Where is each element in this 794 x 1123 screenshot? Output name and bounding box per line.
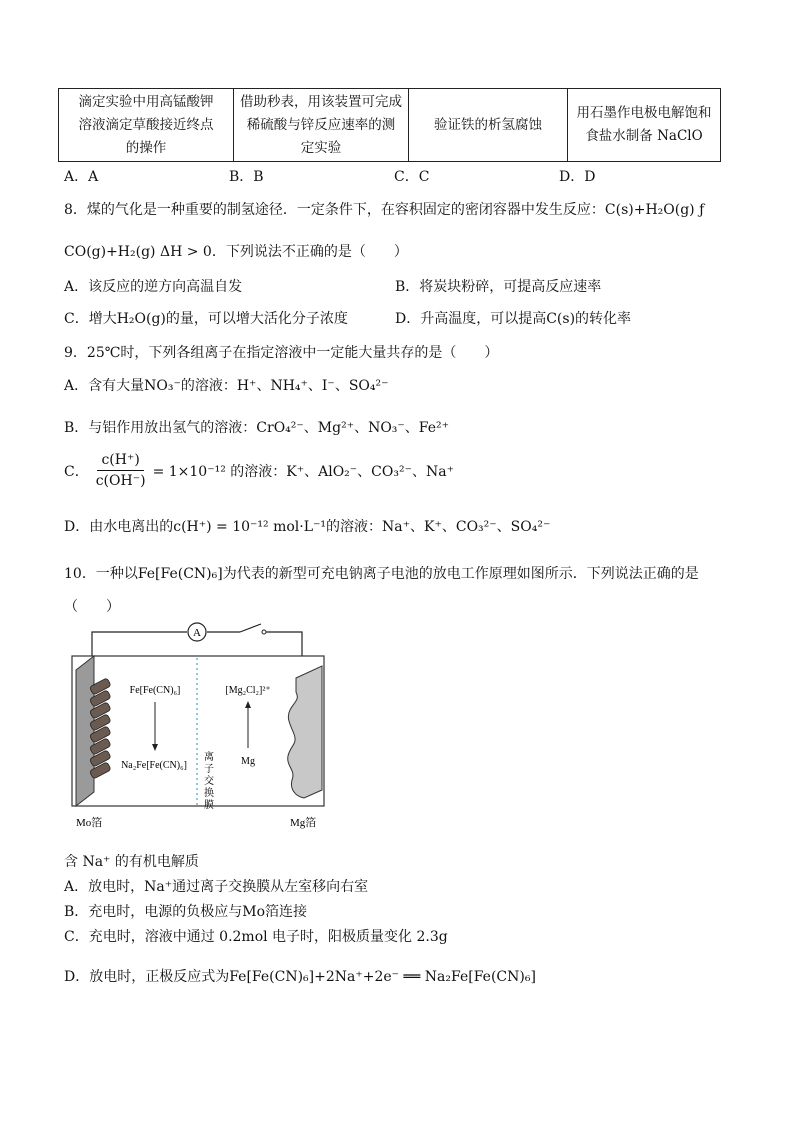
right-bottom-label: Mg [241,756,255,767]
membrane-label [204,750,214,811]
battery-diagram [64,620,334,835]
q9-option-d[interactable]: D．由水电离出的c(H⁺) = 10⁻¹² mol·L⁻¹的溶液：Na⁺、K⁺、CO₃²⁻、SO₄²⁻ [64,519,551,535]
svg-text:离: 离 [204,752,214,763]
q10-option-c[interactable]: C．充电时，溶液中通过 0.2mol 电子时，阳极质量变化 2.3g [64,929,448,945]
right-electrode-label: Mg箔 [290,817,317,829]
right-top-label: [Mg₂Cl₂]²⁺ [225,685,271,696]
left-electrode-label: Mo箔 [76,817,103,829]
q7-option-b[interactable]: B．B [229,169,264,185]
q8-stem-line1: 8．煤的气化是一种重要的制氢途径．一定条件下，在容积固定的密闭容器中发生反应：C(s)+H₂O(g) ƒ [64,202,705,218]
table-cell-d: 用石墨作电极电解饱和 食盐水制备 NaClO [568,89,721,162]
experiment-table [58,88,721,162]
q7-options [64,166,724,186]
svg-text:子: 子 [204,764,214,775]
electrolyte-caption: 含 Na⁺ 的有机电解质 [64,854,199,870]
q7-option-d[interactable]: D．D [559,169,596,185]
q10-option-a[interactable]: A．放电时，Na⁺通过离子交换膜从左室移向右室 [64,879,369,895]
left-bottom-label: Na₂Fe[Fe(CN)₆] [121,760,187,771]
table-cell-a: 滴定实验中用高锰酸钾 溶液滴定草酸接近终点 的操作 [59,89,234,162]
q8-option-c[interactable]: C．增大H₂O(g)的量，可以增大活化分子浓度 [64,311,348,327]
q9-option-a[interactable]: A．含有大量NO₃⁻的溶液：H⁺、NH₄⁺、I⁻、SO₄²⁻ [64,378,389,394]
table-cell-b: 借助秒表，用该装置可完成 稀硫酸与锌反应速率的测 定实验 [234,89,409,162]
left-top-label: Fe[Fe(CN)₆] [129,685,181,696]
q10-stem-line1: 10．一种以Fe[Fe(CN)₆]为代表的新型可充电钠离子电池的放电工作原理如图所示．下列说法正确的是 [64,566,699,582]
mo-foil-electrode [76,656,94,806]
q8-option-a[interactable]: A．该反应的逆方向高温自发 [64,279,243,295]
q8-option-d[interactable]: D．升高温度，可以提高C(s)的转化率 [395,311,632,327]
fraction: $\frac{c(H^+)}{c(OH^-)}$ [95,452,146,489]
q8-option-b[interactable]: B．将炭块粉碎，可提高反应速率 [395,279,602,295]
q7-option-a[interactable]: A．A [64,169,99,185]
table-row [59,89,721,162]
q8-stem-line2: CO(g)+H₂(g) ΔH > 0．下列说法不正确的是（ ） [64,244,408,260]
svg-text:交: 交 [204,776,214,787]
q9-stem: 9．25℃时，下列各组离子在指定溶液中一定能大量共存的是（ ） [64,345,499,361]
q10-option-d[interactable]: D．放电时，正极反应式为Fe[Fe(CN)₆]+2Na⁺+2e⁻ ══ Na₂Fe[Fe(CN)₆] [64,969,536,985]
q9-option-c[interactable]: C． $\frac{c(H^+)}{c(OH^-)}$ = 1×10⁻¹² 的溶液：K⁺、AlO₂⁻、CO₃²⁻、Na⁺ [64,452,454,489]
q7-option-c[interactable]: C．C [394,169,430,185]
q9-option-b[interactable]: B．与铝作用放出氢气的溶液：CrO₄²⁻、Mg²⁺、NO₃⁻、Fe²⁺ [64,420,450,436]
q10-option-b[interactable]: B．充电时，电源的负极应与Mo箔连接 [64,904,308,920]
q10-stem-line2: （ ） [64,599,120,615]
table-cell-c: 验证铁的析氢腐蚀 [409,89,568,162]
svg-text:膜: 膜 [204,800,214,811]
svg-text:换: 换 [204,788,214,799]
ammeter-label: A [193,627,201,639]
